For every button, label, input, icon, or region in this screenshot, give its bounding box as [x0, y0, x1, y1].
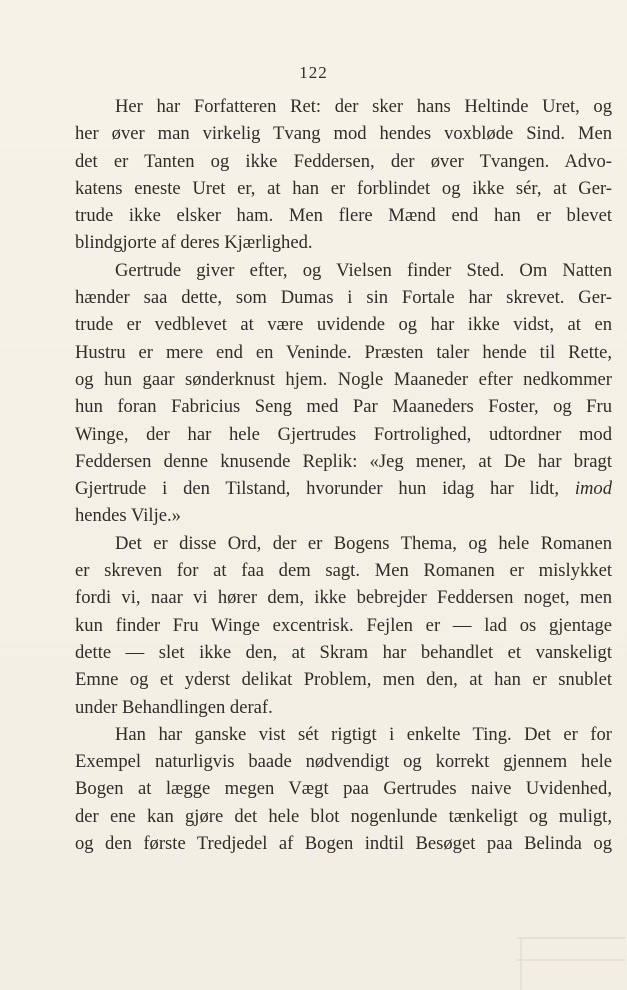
text-segment: Gjertrude i den Tilstand, hvorunder hun idag har lidt, — [75, 478, 559, 500]
text-line: kun finder Fru Winge excentrisk. Fejlen er — lad os gjentage — [75, 614, 612, 636]
text-line-with-italic — [75, 475, 612, 502]
paragraph-3 — [75, 530, 612, 721]
text-line: katens eneste Uret er, at han er forblindet og ikke sér, at Ger- — [75, 177, 612, 199]
text-line: Emne og et yderst delikat Problem, men den, at han er snublet — [75, 669, 612, 691]
text-line: Bogen at lægge megen Vægt paa Gertrudes naive Uvidenhed, — [75, 778, 612, 800]
text-line: hendes Vilje.» — [75, 505, 181, 527]
text-line: Exempel naturligvis baade nødvendigt og korrekt gjennem hele — [75, 751, 612, 773]
text-line: trude ikke elsker ham. Men flere Mænd end han er blevet — [75, 205, 612, 227]
text-line: hun foran Fabricius Seng med Par Maaneders Foster, og Fru — [75, 396, 612, 418]
text-line: Det er disse Ord, der er Bogens Thema, og hele Romanen — [115, 532, 612, 554]
text-line: og den første Tredjedel af Bogen indtil Besøget paa Belinda og — [75, 833, 612, 855]
italic-word: imod — [574, 478, 612, 500]
page-number: 122 — [299, 63, 328, 82]
text-line: under Behandlingen deraf. — [75, 696, 273, 718]
text-line: er skreven for at faa dem sagt. Men Romanen er mislykket — [75, 560, 612, 582]
text-line: fordi vi, naar vi hører dem, ikke bebrejder Feddersen noget, men — [75, 587, 612, 609]
text-line: dette — slet ikke den, at Skram har behandlet et vanskeligt — [75, 641, 612, 663]
text-line: Feddersen denne knusende Replik: «Jeg mener, at De har bragt — [75, 450, 612, 472]
paragraph-2 — [75, 257, 612, 530]
text-line: Hustru er mere end en Veninde. Præsten taler hende til Rette, — [75, 341, 612, 363]
text-line: blindgjorte af deres Kjærlighed. — [75, 232, 313, 254]
paragraph-4 — [75, 721, 612, 857]
text-line: hænder saa dette, som Dumas i sin Fortale har skrevet. Ger- — [75, 287, 612, 309]
paragraph-1 — [75, 93, 612, 257]
text-line: Han har ganske vist sét rigtigt i enkelte Ting. Det er for — [115, 723, 612, 745]
body-text — [75, 93, 612, 857]
text-line: der ene kan gjøre det hele blot nogenlunde tænkeligt og muligt, — [75, 805, 612, 827]
text-line: trude er vedblevet at være uvidende og har ikke vidst, at en — [75, 314, 612, 336]
text-line: Winge, der har hele Gjertrudes Fortrolighed, udtordner mod — [75, 423, 612, 445]
text-line: det er Tanten og ikke Feddersen, der øver Tvangen. Advo- — [75, 150, 612, 172]
text-line: Gertrude giver efter, og Vielsen finder Sted. Om Natten — [115, 259, 612, 281]
paper-edge-marks — [507, 930, 627, 990]
text-line: Her har Forfatteren Ret: der sker hans Heltinde Uret, og — [115, 96, 612, 117]
text-line: og hun gaar sønderknust hjem. Nogle Maaneder efter nedkommer — [75, 368, 612, 390]
text-line: her øver man virkelig Tvang mod hendes voxbløde Sind. Men — [75, 123, 612, 145]
